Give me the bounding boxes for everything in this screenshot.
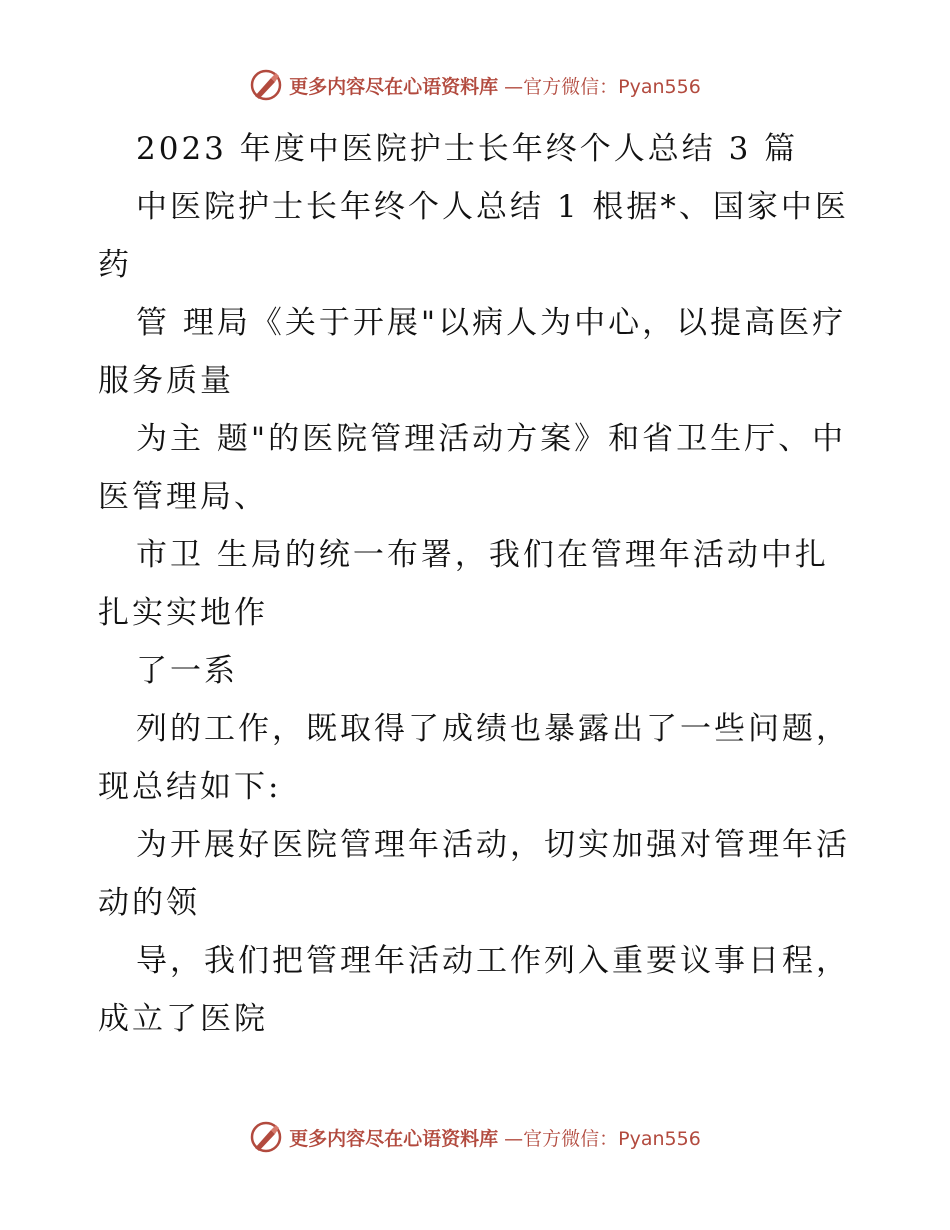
paragraph: 中医院护士长年终个人总结 1 根据*、国家中医药 [98,189,849,283]
banner-wechat: —官方微信：Pyan556 [504,1127,701,1150]
paragraph: 列的工作，既取得了成绩也暴露出了一些问题，现总结如下: [98,711,850,805]
header-banner [0,68,950,102]
banner-text: 更多内容尽在心语资料库 [289,75,499,98]
document-title: 2023 年度中医院护士长年终个人总结 3 篇 [136,131,799,167]
paragraph: 为主 题"的医院管理活动方案》和省卫生厅、中医管理局、 [98,421,847,515]
paragraph: 导，我们把管理年活动工作列入重要议事日程，成立了医院 [98,943,850,1037]
paragraph: 市卫 生局的统一布署，我们在管理年活动中扎扎实实地作 [98,537,829,631]
paragraph: 了一系 [136,653,238,689]
pen-logo-icon [249,68,283,102]
document-body [98,120,858,1048]
banner-text: 更多内容尽在心语资料库 [289,1127,499,1150]
footer-banner [0,1120,950,1154]
paragraph: 为开展好医院管理年活动，切实加强对管理年活动的领 [98,827,850,921]
paragraph: 管 理局《关于开展"以病人为中心，以提高医疗服务质量 [98,305,847,399]
banner-wechat: —官方微信：Pyan556 [504,75,701,98]
pen-logo-icon [249,1120,283,1154]
